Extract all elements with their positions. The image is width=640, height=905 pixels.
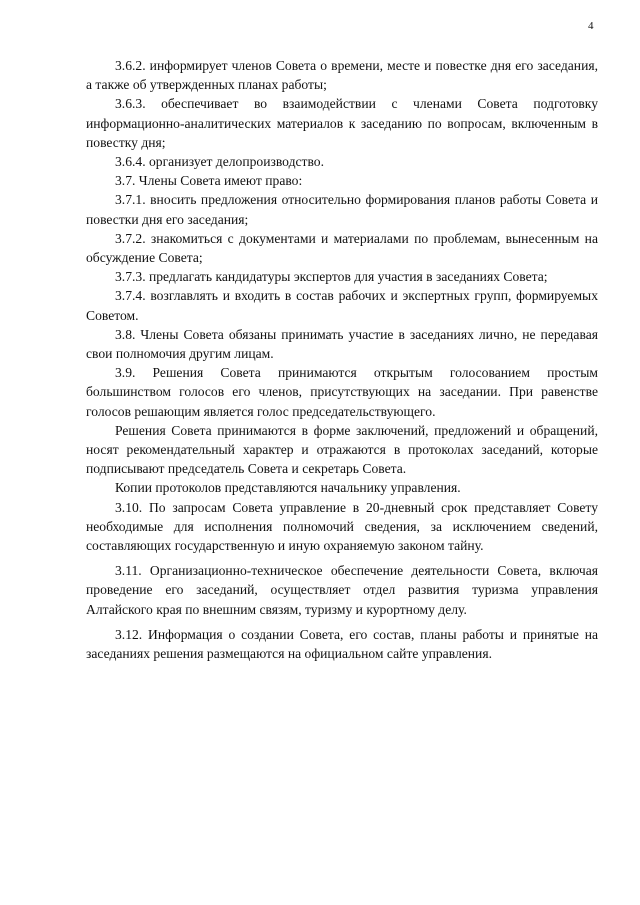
- paragraph-3-10: 3.10. По запросам Совета управление в 20-дневный срок представляет Совету необходимые для исполнения полномочий сведения, за исключением сведений, составляющих государственную и иную охраняемую законом тайну.: [86, 499, 598, 554]
- document-body: [86, 56, 598, 663]
- paragraph-3-7-4: 3.7.4. возглавлять и входить в состав рабочих и экспертных групп, формируемых Советом.: [86, 288, 598, 323]
- paragraph-3-7-3: 3.7.3. предлагать кандидатуры экспертов для участия в заседаниях Совета;: [115, 269, 548, 285]
- paragraph-3-11: 3.11. Организационно-техническое обеспечение деятельности Совета, включая проведение его заседаний, осуществляет отдел развития туризма управления Алтайского края по внешним связям, туризму и курортному делу.: [86, 563, 598, 617]
- paragraph-3-9: 3.9. Решения Совета принимаются открытым голосованием простым большинством голосов его членов, присутствующих на заседании. При равенстве голосов решающим является голос председательствующего.: [86, 365, 598, 419]
- paragraph-3-12: 3.12. Информация о создании Совета, его состав, планы работы и принятые на заседаниях решения размещаются на официальном сайте управления.: [86, 626, 598, 662]
- paragraph-3-9-copies: Копии протоколов представляются начальнику управления.: [115, 480, 461, 496]
- paragraph-3-7-1: 3.7.1. вносить предложения относительно формирования планов работы Совета и повестки дня его заседания;: [86, 192, 598, 227]
- paragraph-3-8: 3.8. Члены Совета обязаны принимать участие в заседаниях лично, не передавая свои полномочия другим лицам.: [86, 326, 598, 362]
- paragraph-3-6-4: 3.6.4. организует делопроизводство.: [115, 154, 324, 170]
- paragraph-3-6-2: 3.6.2. информирует членов Совета о времени, месте и повестке дня его заседания, а также об утвержденных планах работы;: [86, 58, 598, 93]
- paragraph-3-9-decisions: Решения Совета принимаются в форме заключений, предложений и обращений, носят рекомендательный характер и отражаются в протоколах заседаний, которые подписывают председатель Совета и секретарь Совета.: [86, 422, 598, 477]
- paragraph-3-7-2: 3.7.2. знакомиться с документами и материалами по проблемам, вынесенным на обсуждение Совета;: [86, 230, 598, 266]
- page-number: 4: [588, 20, 594, 32]
- paragraph-3-6-3: 3.6.3. обеспечивает во взаимодействии с членами Совета подготовку информационно-аналитических материалов к заседанию по вопросам, включенным в повестку дня;: [86, 96, 598, 150]
- paragraph-3-7: 3.7. Члены Совета имеют право:: [115, 173, 303, 189]
